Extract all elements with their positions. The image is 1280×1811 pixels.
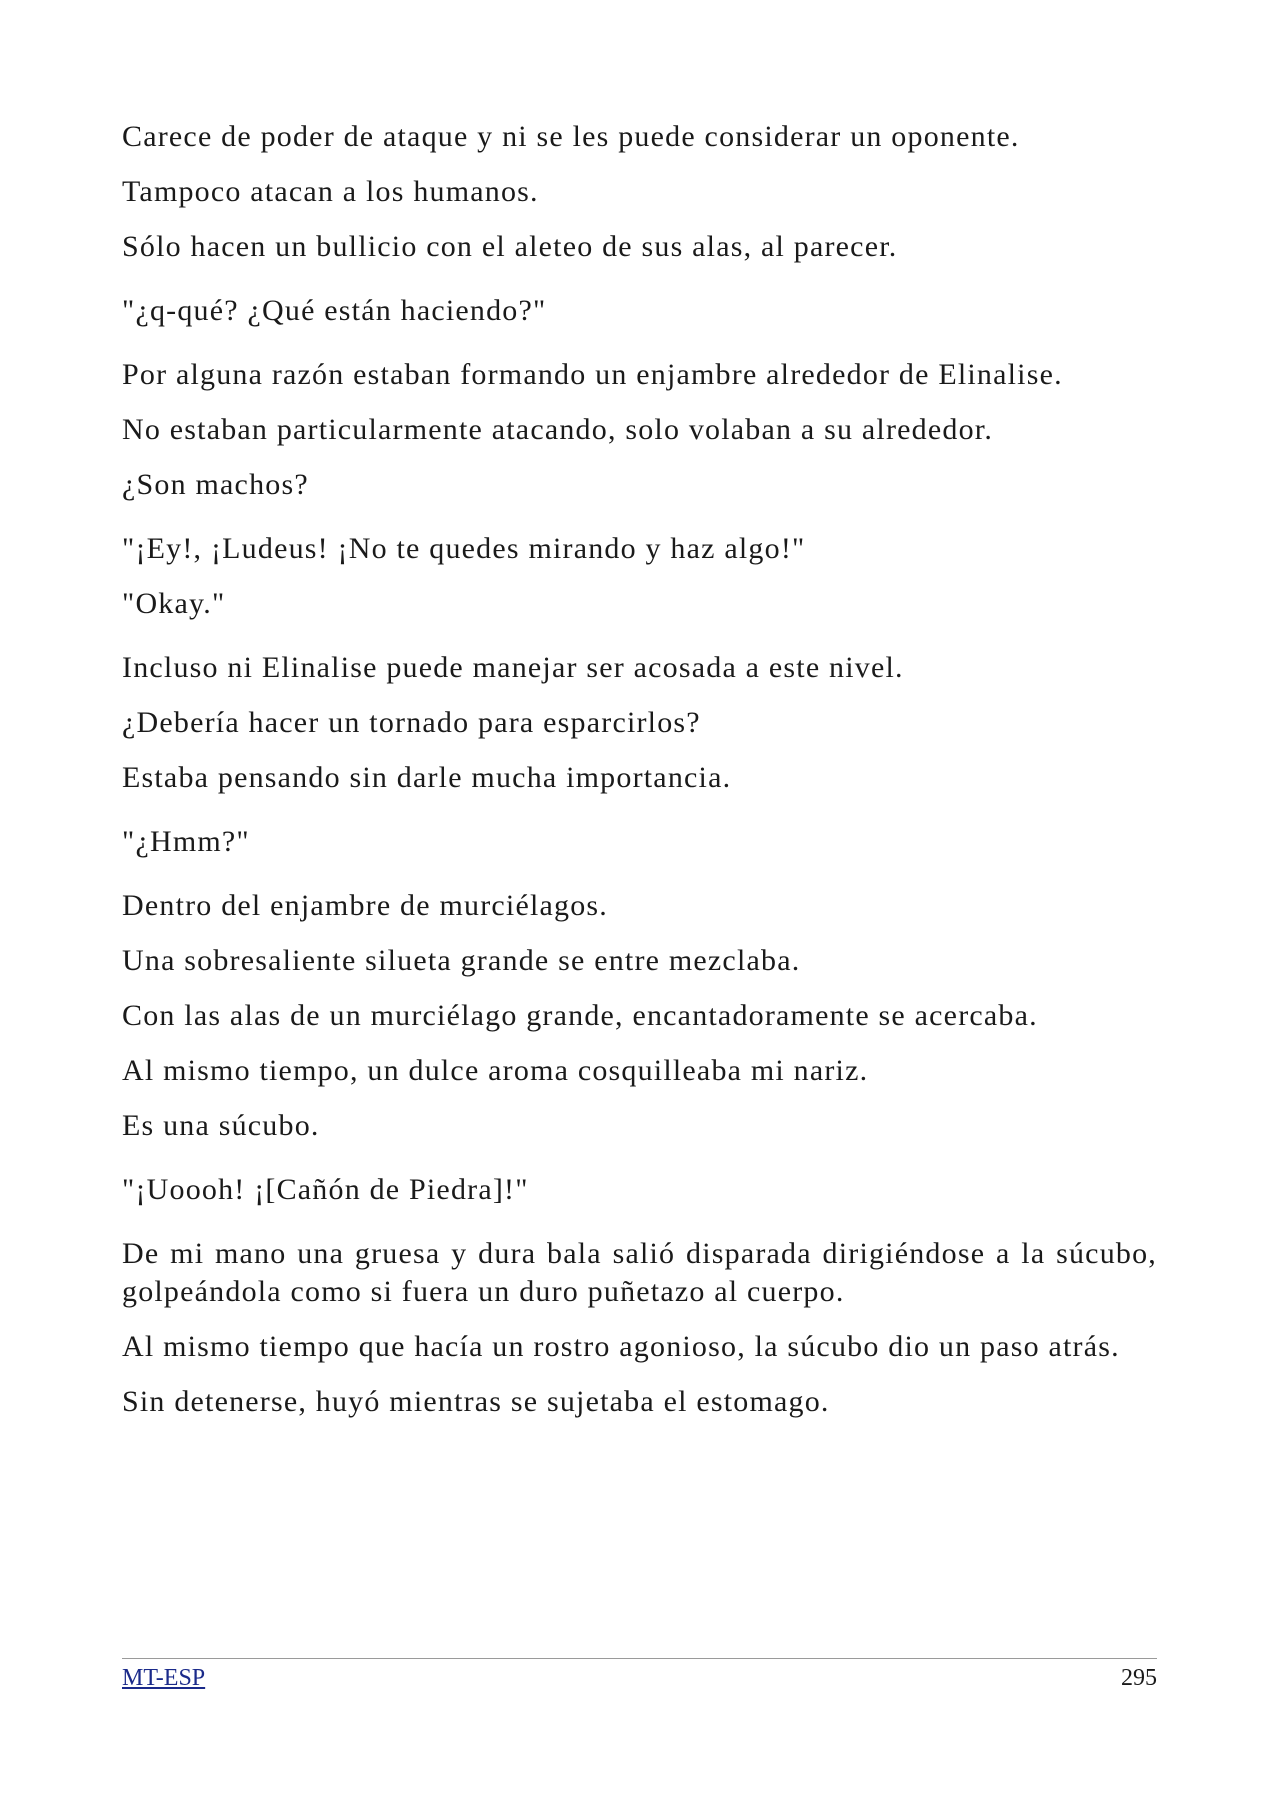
text-line: Carece de poder de ataque y ni se les puede considerar un oponente. [122,120,1020,153]
text-line: Una sobresaliente silueta grande se entre mezclaba. [122,944,801,977]
text-line: ¿Son machos? [122,468,309,501]
footer-link[interactable]: MT-ESP [122,1665,206,1691]
paragraph-4 [122,530,1157,623]
text-line: ¿Debería hacer un tornado para esparcirlos? [122,706,701,739]
text-line: Estaba pensando sin darle mucha importancia. [122,761,732,794]
text-line: No estaban particularmente atacando, solo volaban a su alrededor. [122,413,994,446]
text-line: Incluso ni Elinalise puede manejar ser acosada a este nivel. [122,651,904,684]
dialogue-line: "Okay." [122,587,226,620]
text-line: Dentro del enjambre de murciélagos. [122,889,608,922]
text-line: Con las alas de un murciélago grande, encantadoramente se acercaba. [122,999,1038,1032]
paragraph-8 [122,1171,1157,1209]
text-line: Es una súcubo. [122,1109,320,1142]
dialogue-line: "¡Ey!, ¡Ludeus! ¡No te quedes mirando y haz algo!" [122,532,806,565]
paragraph-7 [122,887,1157,1145]
dialogue-line: "¿q-qué? ¿Qué están haciendo?" [122,294,547,327]
paragraph-5 [122,649,1157,797]
text-line: Por alguna razón estaban formando un enjambre alrededor de Elinalise. [122,358,1063,391]
page-number: 295 [1121,1665,1157,1691]
text-line: Sólo hacen un bullicio con el aleteo de sus alas, al parecer. [122,230,898,263]
page-footer [122,1658,1157,1693]
text-line: Tampoco atacan a los humanos. [122,175,539,208]
paragraph-9 [122,1235,1157,1421]
text-line: De mi mano una gruesa y dura bala salió disparada dirigiéndose a la súcubo, golpeándola como si fuera un duro puñetazo al cuerpo. [122,1237,1157,1308]
dialogue-line: "¡Uoooh! ¡[Cañón de Piedra]!" [122,1173,529,1206]
text-line: Al mismo tiempo que hacía un rostro agonioso, la súcubo dio un paso atrás. [122,1330,1120,1363]
paragraph-6 [122,823,1157,861]
paragraph-2 [122,292,1157,330]
text-line: Al mismo tiempo, un dulce aroma cosquilleaba mi nariz. [122,1054,869,1087]
paragraph-1 [122,118,1157,266]
page-body [122,118,1157,1447]
dialogue-line: "¿Hmm?" [122,825,250,858]
paragraph-3 [122,356,1157,504]
text-line: Sin detenerse, huyó mientras se sujetaba el estomago. [122,1385,830,1418]
